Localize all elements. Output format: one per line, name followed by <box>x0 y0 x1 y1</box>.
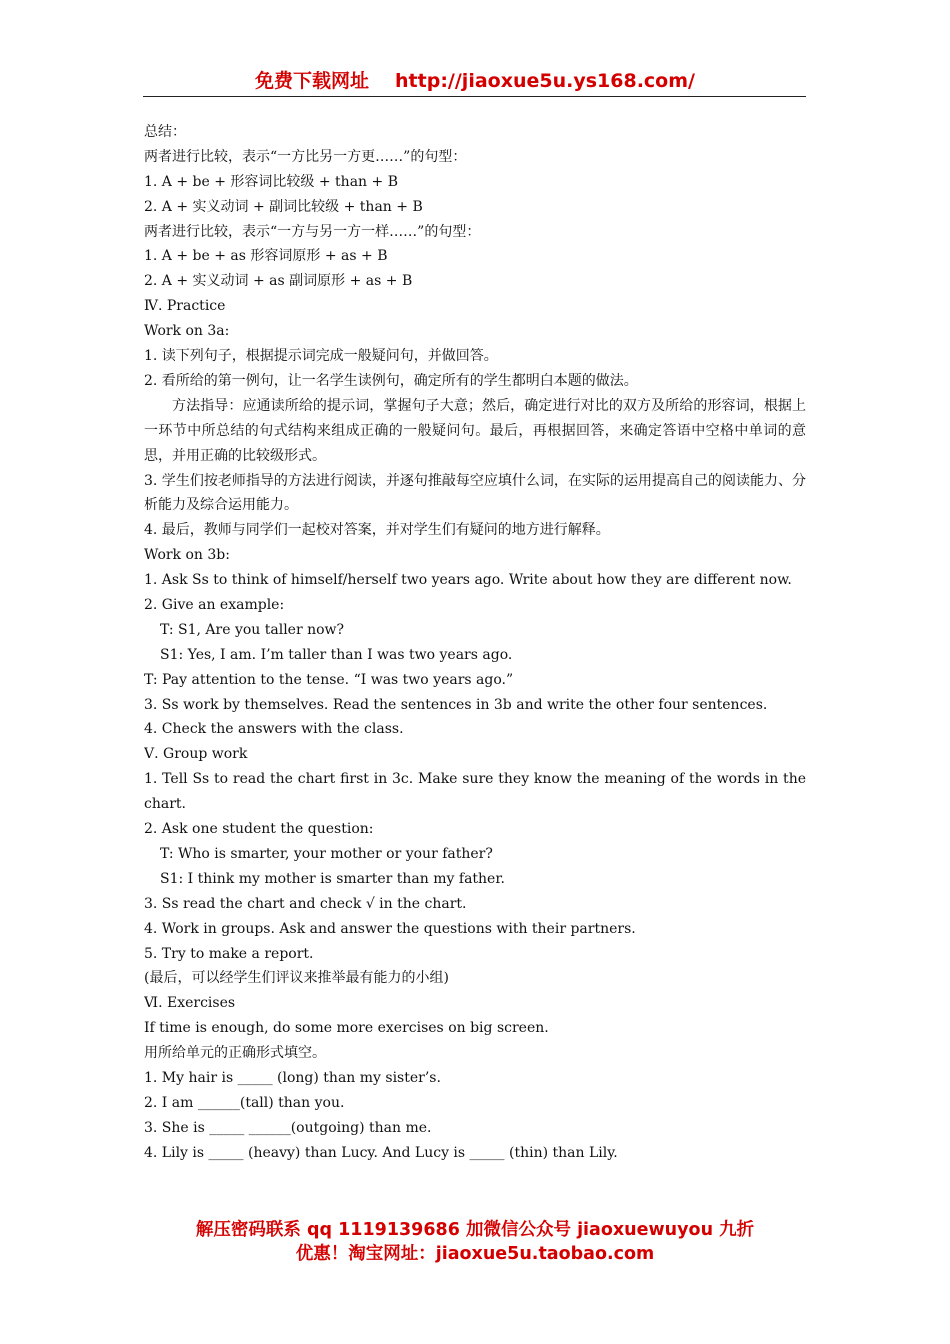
tense-note: T: Pay attention to the tense. “I was two years ago.” <box>144 671 514 688</box>
exercise-4: 4. Lily is _____ (heavy) than Lucy. And Lucy is _____ (thin) than Lily. <box>144 1144 618 1161</box>
step-3b-1: 1. Ask Ss to think of himself/herself two years ago. Write about how they are different now. <box>144 572 792 589</box>
exercise-3: 3. She is _____ ______(outgoing) than me. <box>144 1119 432 1136</box>
step-3a-3: 3. 学生们按老师指导的方法进行阅读，并逐句推敲每空应填什么词，在实际的运用提高自己的阅读能力、分析能力及综合运用能力。 <box>144 472 806 514</box>
header-divider <box>143 96 806 97</box>
dialogue-teacher-1: T: S1, Are you taller now? <box>160 621 345 638</box>
group-step-3: 3. Ss read the chart and check √ in the chart. <box>144 895 467 912</box>
method-guide-paragraph: 方法指导：应通读所给的提示词，掌握句子大意；然后，确定进行对比的双方及所给的形容词，根据上一环节中所总结的句式结构来组成正确的一般疑问句。最后，再根据回答，来确定答语中空格中单词的意思，并用正确的比较级形式。 <box>144 397 806 464</box>
pattern-2: 2. A + 实义动词 + 副词比较级 + than + B <box>144 198 423 215</box>
dialogue-student-2: S1: I think my mother is smarter than my father. <box>160 870 505 887</box>
footer-shop-line: 优惠！淘宝网址：jiaoxue5u.taobao.com <box>295 1244 655 1264</box>
step-3a-2: 2. 看所给的第一例句，让一名学生读例句，确定所有的学生都明白本题的做法。 <box>144 372 638 389</box>
pattern-4: 2. A + 实义动词 + as 副词原形 + as + B <box>144 273 413 290</box>
dialogue-teacher-2: T: Who is smarter, your mother or your father? <box>160 845 493 862</box>
header-title: 免费下载网址 <box>255 70 370 92</box>
step-3a-1: 1. 读下列句子，根据提示词完成一般疑问句，并做回答。 <box>144 348 498 365</box>
footer-contact-line: 解压密码联系 qq 1119139686 加微信公众号 jiaoxuewuyou 九折 <box>195 1220 755 1240</box>
exercise-2: 2. I am ______(tall) than you. <box>144 1094 345 1111</box>
pattern-3: 1. A + be + as 形容词原形 + as + B <box>144 248 388 265</box>
section-practice: Ⅳ. Practice <box>144 298 226 315</box>
document-body <box>144 120 806 1166</box>
step-3b-4: 4. Check the answers with the class. <box>144 721 404 738</box>
work-on-3b: Work on 3b: <box>144 547 230 564</box>
exercises-intro: If time is enough, do some more exercises on big screen. <box>144 1020 549 1037</box>
step-3b-3: 3. Ss work by themselves. Read the sentences in 3b and write the other four sentences. <box>144 696 768 713</box>
pattern-1: 1. A + be + 形容词比较级 + than + B <box>144 173 398 190</box>
step-3b-2: 2. Give an example: <box>144 597 285 614</box>
section-group-work: Ⅴ. Group work <box>144 746 248 763</box>
group-step-5: 5. Try to make a report. <box>144 945 314 962</box>
step-3a-4: 4. 最后，教师与同学们一起校对答案，并对学生们有疑问的地方进行解释。 <box>144 522 610 539</box>
work-on-3a: Work on 3a: <box>144 323 230 340</box>
group-note: (最后，可以经学生们评议来推举最有能力的小组) <box>144 970 449 987</box>
page-footer <box>0 1218 950 1266</box>
comparison-intro-2: 两者进行比较，表示“一方与另一方一样……”的句型： <box>144 223 481 240</box>
group-step-2: 2. Ask one student the question: <box>144 821 374 838</box>
group-step-4: 4. Work in groups. Ask and answer the questions with their partners. <box>144 920 636 937</box>
page-header <box>0 66 950 93</box>
dialogue-student-1: S1: Yes, I am. I’m taller than I was two years ago. <box>160 646 513 663</box>
header-url-link[interactable]: http://jiaoxue5u.ys168.com/ <box>395 70 695 92</box>
section-exercises: Ⅵ. Exercises <box>144 995 236 1012</box>
exercises-instruction: 用所给单元的正确形式填空。 <box>144 1045 326 1062</box>
exercise-1: 1. My hair is _____ (long) than my sister’s. <box>144 1069 441 1086</box>
summary-heading: 总结： <box>144 124 186 140</box>
comparison-intro-1: 两者进行比较，表示“一方比另一方更……”的句型： <box>144 148 467 165</box>
group-step-1: 1. Tell Ss to read the chart first in 3c. Make sure they know the meaning of the words in the chart. <box>144 771 806 813</box>
